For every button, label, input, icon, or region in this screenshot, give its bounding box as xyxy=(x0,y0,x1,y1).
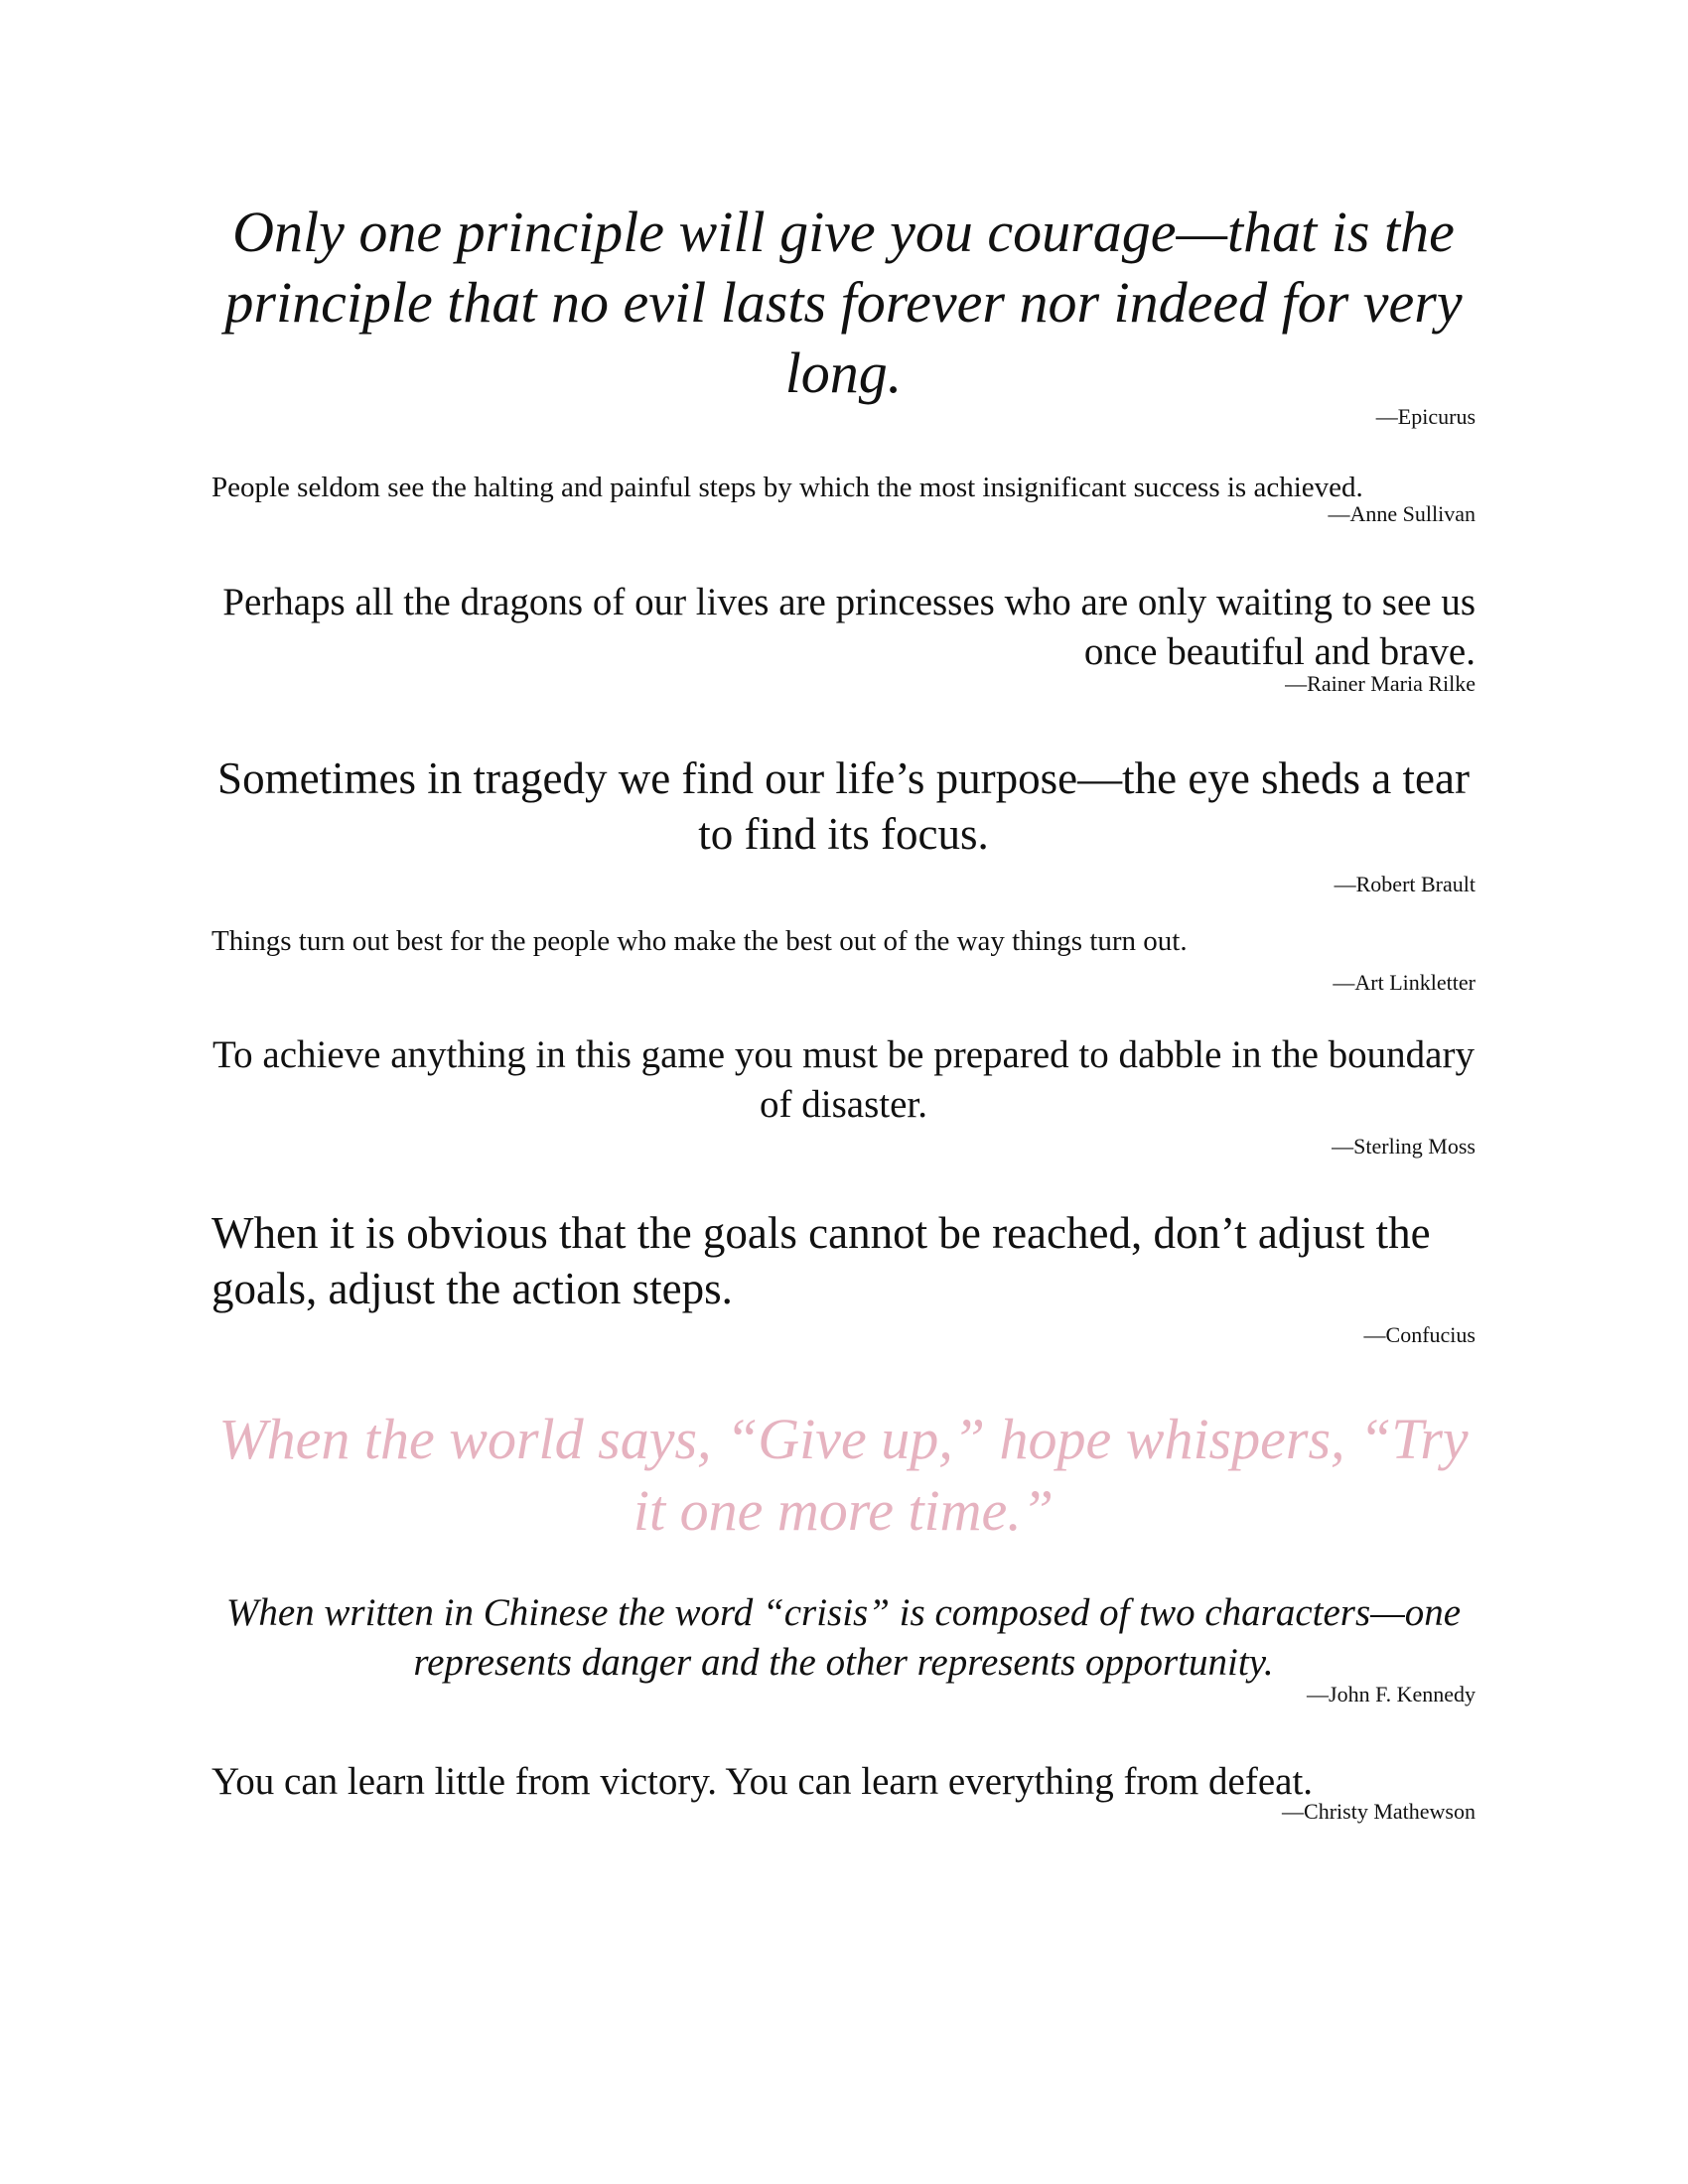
quote-author: —Confucius xyxy=(1363,1322,1476,1347)
quote-text: To achieve anything in this game you must be prepared to dabble in the boundary of disaster. xyxy=(212,1033,1475,1126)
quote-text: People seldom see the halting and painful steps by which the most insignificant success is achieved. xyxy=(211,472,1363,503)
quote-author: —Epicurus xyxy=(1375,404,1476,429)
quote-page xyxy=(211,0,1476,2184)
quote-author: —Rainer Maria Rilke xyxy=(1285,671,1476,696)
quote-block-linkletter xyxy=(211,925,1476,996)
quote-block-hope xyxy=(211,1404,1476,1547)
quote-author: —Christy Mathewson xyxy=(1282,1799,1476,1824)
quote-block-brault xyxy=(211,751,1476,897)
quote-author: —Anne Sullivan xyxy=(1328,501,1476,526)
quote-block-mathewson xyxy=(211,1759,1476,1825)
quote-block-rilke xyxy=(211,578,1476,697)
quote-block-kennedy xyxy=(211,1588,1476,1707)
quote-author: —Robert Brault xyxy=(1334,872,1476,896)
quote-author: —Sterling Moss xyxy=(1332,1134,1476,1159)
quote-text: Sometimes in tragedy we find our life’s purpose—the eye sheds a tear to find its focus. xyxy=(217,753,1470,859)
quote-text: Only one principle will give you courage—that is the principle that no evil lasts forever nor indeed for very long. xyxy=(224,200,1463,405)
quote-text: Things turn out best for the people who make the best out of the way things turn out. xyxy=(211,925,1188,957)
quote-text: When written in Chinese the word “crisis” is composed of two characters—one represents danger and the other represents opportunity. xyxy=(225,1591,1462,1684)
quote-text: Perhaps all the dragons of our lives are princesses who are only waiting to see us once beautiful and brave. xyxy=(222,581,1476,673)
quote-text: When the world says, “Give up,” hope whispers, “Try it one more time.” xyxy=(218,1407,1469,1543)
quote-author: —Art Linkletter xyxy=(1333,970,1476,995)
quote-text: You can learn little from victory. You can learn everything from defeat. xyxy=(211,1760,1314,1803)
quote-author: —John F. Kennedy xyxy=(1307,1682,1476,1706)
quote-text: When it is obvious that the goals cannot be reached, don’t adjust the goals, adjust the action steps. xyxy=(211,1208,1431,1313)
quote-block-epicurus xyxy=(211,197,1476,430)
quote-block-confucius xyxy=(211,1205,1476,1348)
quote-block-moss xyxy=(211,1030,1476,1160)
quote-block-anne-sullivan xyxy=(211,472,1476,527)
